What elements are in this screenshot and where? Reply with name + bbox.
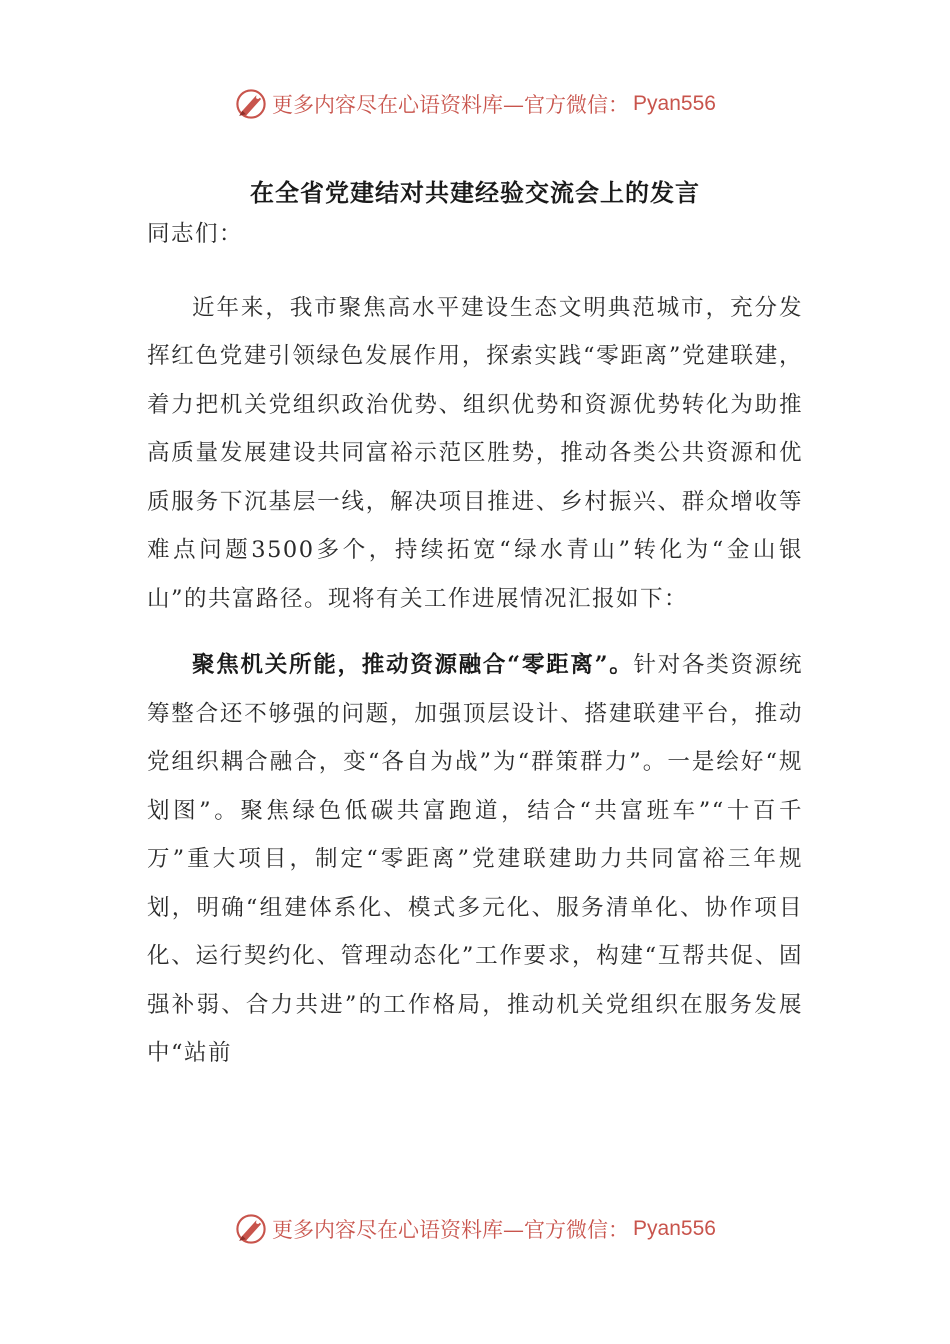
footer-watermark (0, 1209, 950, 1249)
section-body: 针对各类资源统筹整合还不够强的问题，加强顶层设计、搭建联建平台，推动党组织耦合融合，变“各自为战”为“群策群力”。一是绘好“规划图”。聚焦绿色低碳共富跑道，结合“共富班车”“十百千万”重大项目，制定“零距离”党建联建助力共同富裕三年规划，明确“组建体系化、模式多元化、服务清单化、协作项目化、运行契约化、管理动态化”工作要求，构建“互帮共促、固强补弱、合力共进”的工作格局，推动机关党组织在服务发展中“站前 (147, 652, 803, 1066)
watermark-text: 更多内容尽在心语资料库—官方微信： (272, 1218, 630, 1242)
header-watermark (0, 84, 950, 124)
document-body (147, 210, 803, 1078)
watermark-wechat-id: Pyan556 (633, 92, 716, 115)
salutation: 同志们： (147, 221, 244, 247)
watermark-text: 更多内容尽在心语资料库—官方微信： (272, 93, 630, 117)
document-title: 在全省党建结对共建经验交流会上的发言 (250, 178, 700, 207)
section-heading: 聚焦机关所能，推动资源融合“零距离”。 (192, 652, 634, 678)
paragraph-section-one (147, 641, 803, 1078)
watermark-wechat-id: Pyan556 (633, 1217, 716, 1240)
pen-nib-logo-icon (234, 87, 268, 121)
paragraph-intro: 近年来，我市聚焦高水平建设生态文明典范城市，充分发挥红色党建引领绿色发展作用，探索实践“零距离”党建联建，着力把机关党组织政治优势、组织优势和资源优势转化为助推高质量发展建设共同富裕示范区胜势，推动各类公共资源和优质服务下沉基层一线，解决项目推进、乡村振兴、群众增收等难点问题3500多个，持续拓宽“绿水青山”转化为“金山银山”的共富路径。现将有关工作进展情况汇报如下： (147, 294, 803, 612)
pen-nib-logo-icon (234, 1212, 268, 1246)
